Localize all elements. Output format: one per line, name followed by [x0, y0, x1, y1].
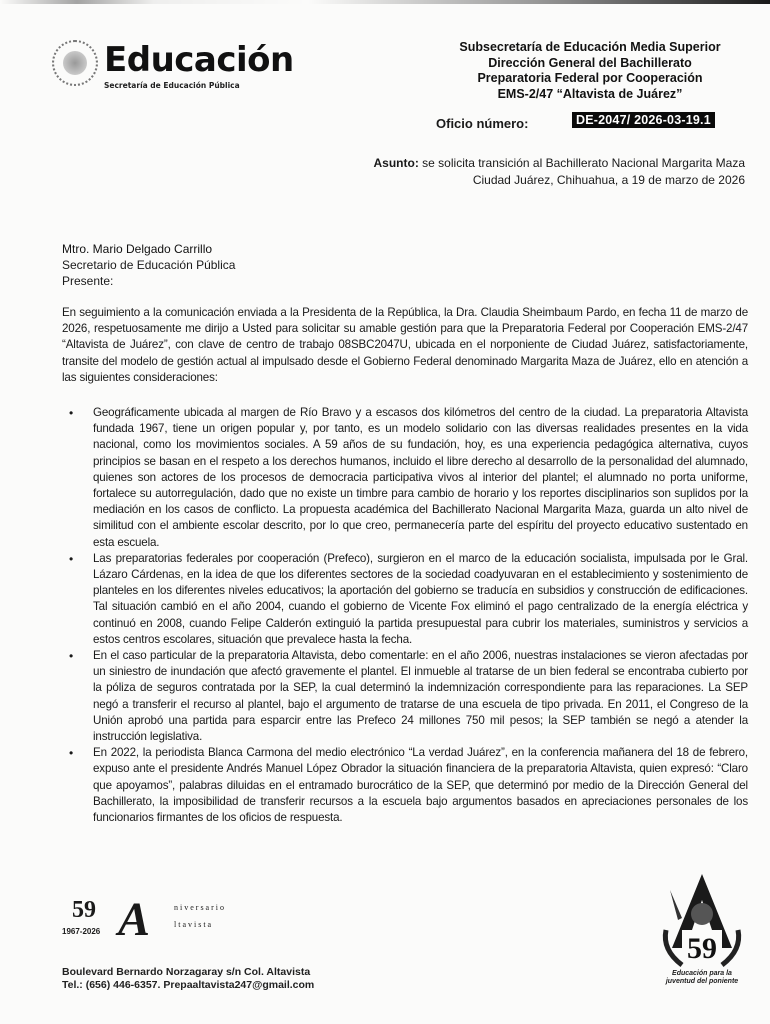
brand-subtitle: Secretaría de Educación Pública: [104, 81, 240, 90]
addressee-title: Secretario de Educación Pública: [62, 258, 236, 272]
list-item: • Las preparatorias federales por cooperación (Prefeco), surgieron en el marco de la educación socialista, impulsada por le Gral. Lázaro Cárdenas, en la idea de que los diferentes sectores de la sociedad coadyuvaran en el establecimiento y sostenimiento de planteles en los diferentes niveles educativos; la aportación del gobierno se traducía en subsidios y construcción de edificaciones. Tal situación cambió en el año 2004, cuando el gobierno de Vicente Fox eliminó el pago centralizado de la energía eléctrica y continuó en 2008, cuando Felipe Calderón extinguió la partida presupuestal para cubrir los materiales, suministros y servicios a estos centros escolares, situación que prevalece hasta la fecha.: [93, 551, 748, 648]
footer-phone-email: Tel.: (656) 446-6357. Prepaaltavista247@gmail.com: [62, 979, 315, 991]
institution-header: [420, 40, 760, 102]
institution-line: Dirección General del Bachillerato: [488, 55, 692, 70]
mexico-coat-of-arms-seal-icon: [52, 40, 98, 86]
anniversary-number: 59: [72, 897, 96, 923]
emblem-number: 59: [687, 932, 717, 965]
institution-line: EMS-2/47 “Altavista de Juárez”: [497, 86, 683, 101]
subject-label: Asunto:: [373, 156, 419, 170]
anniversary-word-2: ltavista: [174, 920, 214, 929]
institution-line: Subsecretaría de Educación Media Superior: [459, 40, 721, 54]
institution-line: Preparatoria Federal por Cooperación: [477, 71, 703, 85]
list-item: • Geográficamente ubicada al margen de Río Bravo y a escasos dos kilómetros del centro de la ciudad. La preparatoria Altavista fundada 1967, tiene un origen popular y, por tanto, es un modelo solidario con las diversas realidades presentes en la vida nacional, como los movimientos sociales. A 59 años de su fundación, hoy, es una experiencia pedagógica alternativa, cuyos principios se basan en el respeto a los derechos humanos, incluido el libre derecho al desarrollo de la personalidad del alumnado, quienes son actores de los procesos de democracia participativa vivos al interior del plantel; el alumnado no porta uniforme, fortalece su autorregulación, dado que no existe un timbre para cambio de horario y los reportes disciplinarios son suplidos por la mediación en los casos de conflicto. La propuesta académica del Bachillerato Nacional Margarita Maza, guarda un alto nivel de similitud con el ambiente escolar descrito, por lo que creo, permanecería parte del espíritu del proyecto educativo sustentado en esta escuela.: [93, 405, 748, 551]
anniversary-years: 1967-2026: [62, 927, 101, 936]
list-item: • En 2022, la periodista Blanca Carmona del medio electrónico “La verdad Juárez”, en la conferencia mañanera del 18 de febrero, expuso ante el presidente Andrés Manuel López Obrador la situación financiera de la preparatoria Altavista, quien expresó: “Claro que apoyamos”, palabras diluidas en el entramado burocrático de la SEP, que determinó por medio de la Dirección General del Bachillerato, la imposibilidad de transferir recursos a la escuela bajo argumentos basados en apreciaciones personales de los funcionarios firmantes de los oficios de respuesta.: [93, 745, 748, 826]
subject-text: se solicita transición al Bachillerato Nacional Margarita Maza: [418, 156, 745, 170]
emblem-caption-line: juventud del poniente: [665, 978, 739, 985]
footer-address: Boulevard Bernardo Norzagaray s/n Col. Altavista: [62, 966, 311, 978]
salutation: Presente:: [62, 274, 114, 288]
addressee-block: [62, 241, 235, 289]
emblem-caption: [652, 970, 752, 986]
scan-edge-shadow: [0, 0, 770, 4]
emblem-graphic: [652, 870, 752, 970]
emblem-caption-line: Educación para la: [672, 970, 732, 977]
subject-block: [355, 155, 745, 189]
place-date: Ciudad Juárez, Chihuahua, a 19 de marzo de 2026: [472, 173, 745, 187]
altavista-59-anniversary-emblem-icon: [652, 870, 752, 990]
brand-title: Educación: [104, 40, 294, 80]
footer-contact: [62, 966, 314, 992]
considerations-list: [62, 405, 748, 826]
anniversary-word-1: niversario: [174, 903, 226, 912]
intro-paragraph: En seguimiento a la comunicación enviada a la Presidenta de la República, la Dra. Claudia Sheimbaum Pardo, en fecha 11 de marzo de 2026, respetuosamente me dirijo a Usted para solicitar su amable gestión para que la Preparatoria Federal por Cooperación EMS-2/47 “Altavista de Juárez”, con clave de centro de trabajo 08SBC2047U, ubicada en el norponiente de Ciudad Juárez, satisfactoriamente, transite del modelo de gestión actual al impulsado desde el Gobierno Federal denominado Margarita Maza de Juárez, ello en atención a las siguientes consideraciones:: [62, 306, 748, 384]
oficio-number: DE-2047/ 2026-03-19.1: [572, 112, 715, 128]
oficio-label: Oficio número:: [436, 116, 529, 131]
list-item: • En el caso particular de la preparatoria Altavista, debo comentarle: en el año 2006, nuestras instalaciones se vieron afectadas por un siniestro de inundación que afectó gravemente el plantel. El inmueble al tratarse de un bien federal se encontraba cubierto por la póliza de seguros contratada por la SEP, la cual determinó la indemnización correspondiente para las reparaciones. La SEP negó a transferir el recurso al plantel, bajo el argumento de tratarse de una escuela de tipo privada. En 2011, el Congreso de la Unión aprobó una partida para esparcir entre las Prefeco 24 millones 750 mil pesos; la SEP también se negó a atender la instrucción legislativa.: [93, 648, 748, 745]
anniversary-letter: A: [118, 893, 151, 946]
addressee-name: Mtro. Mario Delgado Carrillo: [62, 242, 213, 256]
